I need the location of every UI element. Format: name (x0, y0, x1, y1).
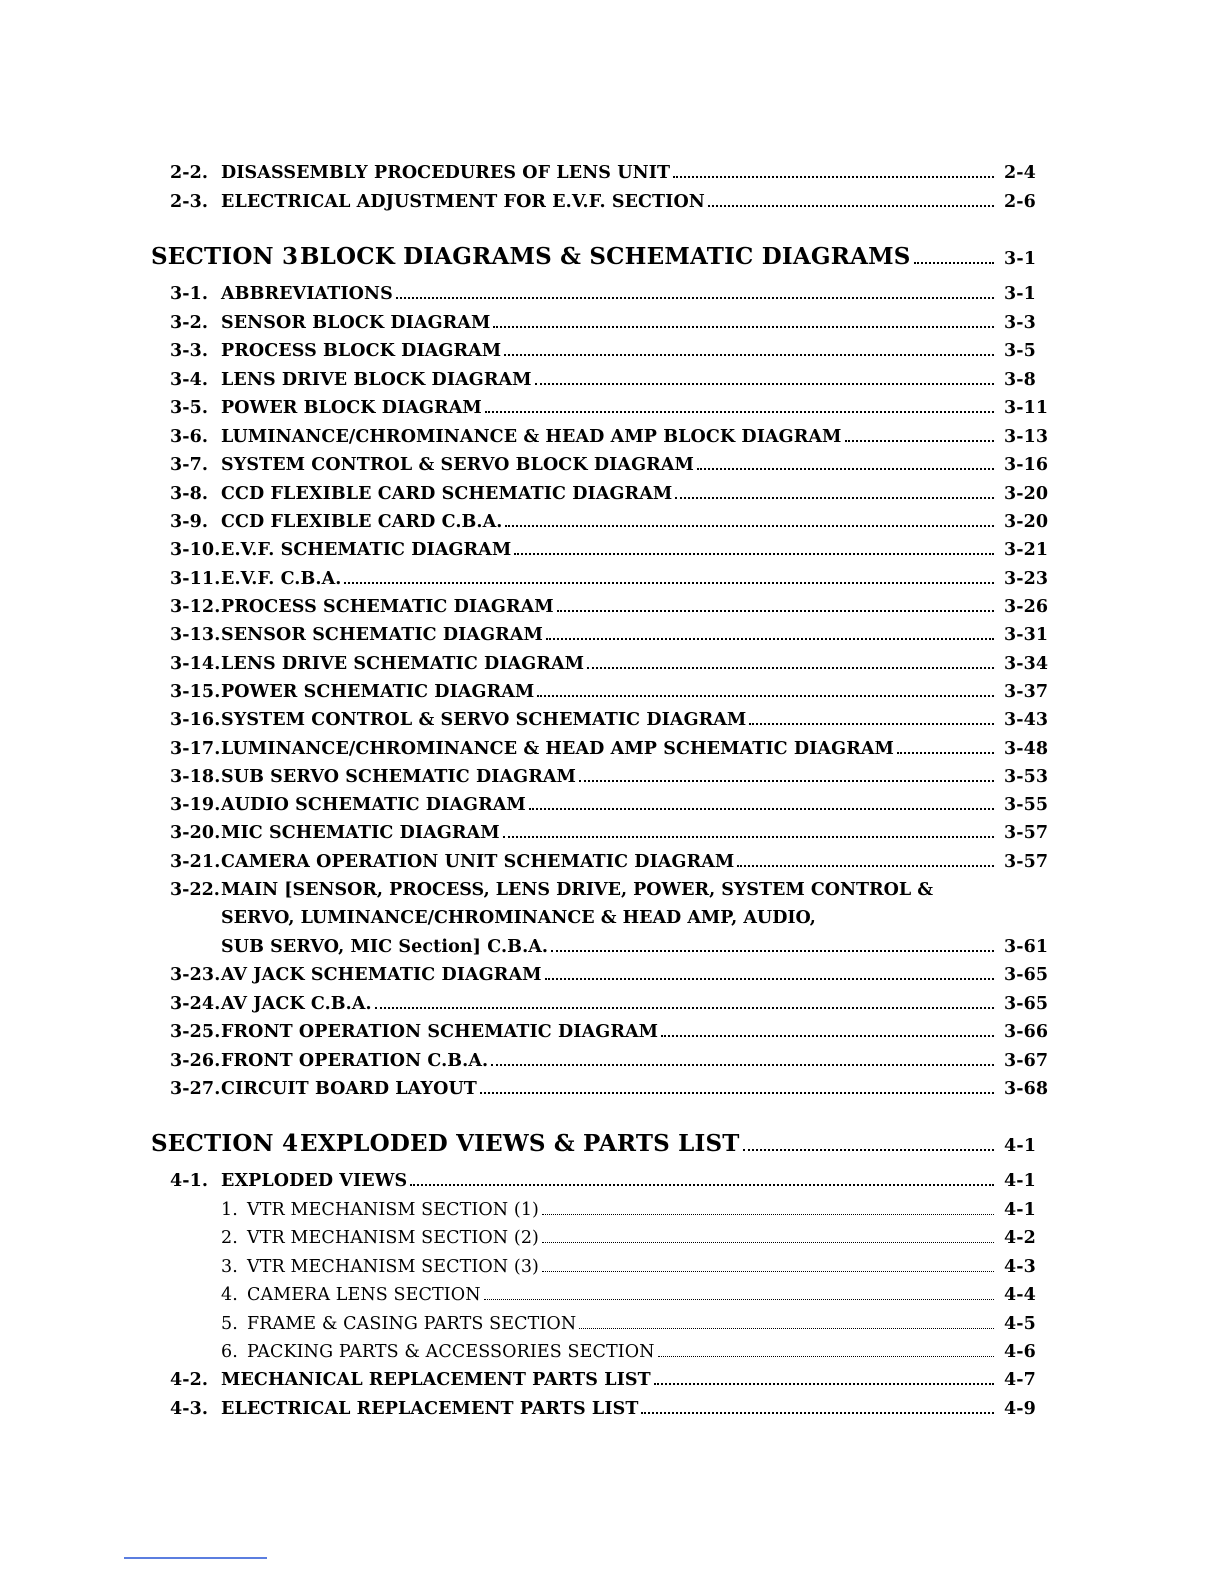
toc-entry-3-25 (170, 1022, 1049, 1042)
subentry-page: 4-6 (1004, 1342, 1036, 1362)
toc-subentry-3 (221, 1257, 1036, 1277)
entry-page: 3-57 (1004, 852, 1049, 872)
toc-entry-3-1 (170, 284, 1036, 304)
dot-leader (493, 326, 994, 328)
entry-page: 3-1 (1004, 284, 1036, 304)
entry-title: FRONT OPERATION C.B.A. (221, 1051, 489, 1071)
section-page: 4-1 (1004, 1136, 1037, 1156)
dot-leader (654, 1383, 994, 1385)
entry-number: 3-6. (170, 427, 209, 447)
dot-leader (503, 836, 994, 838)
entry-page: 2-4 (1004, 163, 1036, 183)
toc-entry-3-5 (170, 398, 1049, 418)
entry-number: 3-4. (170, 370, 209, 390)
dot-leader (375, 1007, 994, 1009)
toc-entry-3-22-line-1 (170, 880, 933, 900)
section-title: BLOCK DIAGRAMS & SCHEMATIC DIAGRAMS (300, 243, 911, 270)
entry-number: 3-26. (170, 1051, 221, 1071)
dot-leader (514, 553, 994, 555)
entry-title: SUB SERVO SCHEMATIC DIAGRAM (221, 767, 577, 787)
subentry-page: 4-5 (1004, 1314, 1036, 1334)
entry-page: 3-16 (1004, 455, 1049, 475)
entry-title: ABBREVIATIONS (221, 284, 393, 304)
toc-entry-3-2 (170, 313, 1036, 333)
entry-page: 4-9 (1004, 1399, 1036, 1419)
entry-number: 3-18. (170, 767, 221, 787)
subentry-page: 4-2 (1004, 1228, 1036, 1248)
dot-leader (542, 1214, 994, 1215)
dot-leader (587, 667, 994, 669)
entry-title: PROCESS SCHEMATIC DIAGRAM (221, 597, 554, 617)
toc-entry-3-17 (170, 739, 1049, 759)
dot-leader (542, 1242, 994, 1243)
toc-entry-3-22-line-3 (221, 937, 1049, 957)
entry-page: 3-20 (1004, 484, 1049, 504)
entry-title: CAMERA OPERATION UNIT SCHEMATIC DIAGRAM (221, 852, 735, 872)
toc-entry-3-7 (170, 455, 1049, 475)
entry-number: 3-13. (170, 625, 221, 645)
entry-number: 3-7. (170, 455, 209, 475)
entry-number: 3-17. (170, 739, 221, 759)
dot-leader (505, 525, 994, 527)
entry-page: 4-7 (1004, 1370, 1036, 1390)
dot-leader (480, 1092, 994, 1094)
entry-number: 3-8. (170, 484, 209, 504)
entry-page: 3-26 (1004, 597, 1049, 617)
entry-number: 3-24. (170, 994, 221, 1014)
entry-number: 4-1. (170, 1171, 209, 1191)
dot-leader (641, 1412, 994, 1414)
entry-page: 3-48 (1004, 739, 1049, 759)
entry-page: 3-5 (1004, 341, 1036, 361)
entry-number: 3-9. (170, 512, 209, 532)
subentry-title: VTR MECHANISM SECTION (1) (247, 1200, 539, 1220)
dot-leader (535, 383, 994, 385)
entry-title: POWER SCHEMATIC DIAGRAM (221, 682, 535, 702)
dot-leader (658, 1356, 994, 1357)
toc-entry-3-26 (170, 1051, 1049, 1071)
toc-entry-3-27 (170, 1079, 1049, 1099)
subentry-title: FRAME & CASING PARTS SECTION (247, 1314, 577, 1334)
toc-subentry-1 (221, 1200, 1036, 1220)
toc-entry-3-23 (170, 965, 1049, 985)
entry-number: 3-15. (170, 682, 221, 702)
dot-leader (673, 176, 994, 178)
entry-title: ELECTRICAL ADJUSTMENT FOR E.V.F. SECTION (221, 192, 705, 212)
dot-leader (396, 297, 994, 299)
entry-number: 3-16. (170, 710, 221, 730)
entry-title: LENS DRIVE BLOCK DIAGRAM (221, 370, 532, 390)
entry-number: 4-3. (170, 1399, 209, 1419)
toc-entry-3-6 (170, 427, 1049, 447)
section-number: SECTION 3 (151, 243, 299, 270)
entry-page: 3-68 (1004, 1079, 1049, 1099)
entry-title: MIC SCHEMATIC DIAGRAM (221, 823, 500, 843)
entry-number: 3-5. (170, 398, 209, 418)
section-title: EXPLODED VIEWS & PARTS LIST (300, 1130, 740, 1157)
entry-number: 3-19. (170, 795, 221, 815)
dot-leader (537, 695, 994, 697)
entry-title: SYSTEM CONTROL & SERVO BLOCK DIAGRAM (221, 455, 694, 475)
toc-entry-3-4 (170, 370, 1036, 390)
subentry-page: 4-1 (1004, 1200, 1036, 1220)
entry-number: 3-20. (170, 823, 221, 843)
toc-entry-2-2 (170, 163, 1036, 183)
entry-number: 3-11. (170, 569, 221, 589)
toc-entry-3-18 (170, 767, 1049, 787)
toc-subentry-6 (221, 1342, 1036, 1362)
entry-page: 3-31 (1004, 625, 1049, 645)
dot-leader (749, 723, 994, 725)
dot-leader (914, 262, 994, 264)
toc-entry-3-12 (170, 597, 1049, 617)
dot-leader (708, 205, 994, 207)
entry-title-continued: SUB SERVO, MIC Section] C.B.A. (221, 937, 549, 957)
dot-leader (484, 1299, 994, 1300)
dot-leader (542, 1271, 994, 1272)
toc-entry-3-8 (170, 484, 1049, 504)
entry-title: E.V.F. C.B.A. (221, 569, 342, 589)
toc-entry-3-21 (170, 852, 1049, 872)
toc-entry-3-9 (170, 512, 1049, 532)
entry-number: 3-3. (170, 341, 209, 361)
toc-entry-4-3 (170, 1399, 1036, 1419)
entry-page: 3-55 (1004, 795, 1049, 815)
toc-entry-3-3 (170, 341, 1036, 361)
dot-leader (661, 1035, 994, 1037)
entry-title: CCD FLEXIBLE CARD C.B.A. (221, 512, 503, 532)
entry-number: 3-22. (170, 880, 220, 900)
entry-title: LUMINANCE/CHROMINANCE & HEAD AMP SCHEMATIC DIAGRAM (221, 739, 894, 759)
entry-number: 3-21. (170, 852, 221, 872)
entry-page: 3-21 (1004, 540, 1049, 560)
subentry-title: VTR MECHANISM SECTION (3) (247, 1257, 539, 1277)
entry-title: E.V.F. SCHEMATIC DIAGRAM (221, 540, 512, 560)
dot-leader (485, 411, 994, 413)
entry-title: MECHANICAL REPLACEMENT PARTS LIST (221, 1370, 651, 1390)
entry-number: 3-25. (170, 1022, 221, 1042)
toc-subentry-4 (221, 1285, 1036, 1305)
entry-page: 4-1 (1004, 1171, 1036, 1191)
dot-leader (737, 865, 994, 867)
subentry-number: 6. (221, 1342, 238, 1362)
toc-entry-3-20 (170, 823, 1049, 843)
toc-entry-3-15 (170, 682, 1049, 702)
toc-entry-3-10 (170, 540, 1049, 560)
entry-number: 2-2. (170, 163, 209, 183)
entry-title: CCD FLEXIBLE CARD SCHEMATIC DIAGRAM (221, 484, 673, 504)
entry-number: 3-12. (170, 597, 221, 617)
entry-page: 3-20 (1004, 512, 1049, 532)
entry-title: MAIN [SENSOR, PROCESS, LENS DRIVE, POWER, SYSTEM CONTROL & (221, 880, 934, 900)
toc-subentry-5 (221, 1314, 1036, 1334)
entry-number: 3-27. (170, 1079, 221, 1099)
entry-title-continued: SERVO, LUMINANCE/CHROMINANCE & HEAD AMP, AUDIO, (221, 908, 816, 928)
entry-title: PROCESS BLOCK DIAGRAM (221, 341, 502, 361)
subentry-title: VTR MECHANISM SECTION (2) (247, 1228, 539, 1248)
entry-page: 3-34 (1004, 654, 1049, 674)
entry-number: 3-1. (170, 284, 209, 304)
toc-section-3 (151, 243, 1037, 270)
dot-leader (743, 1149, 994, 1151)
entry-page: 3-11 (1004, 398, 1049, 418)
entry-title: DISASSEMBLY PROCEDURES OF LENS UNIT (221, 163, 671, 183)
entry-title: AV JACK SCHEMATIC DIAGRAM (221, 965, 542, 985)
footer-rule (124, 1557, 267, 1559)
dot-leader (504, 354, 994, 356)
entry-page: 3-53 (1004, 767, 1049, 787)
subentry-number: 5. (221, 1314, 238, 1334)
entry-title: ELECTRICAL REPLACEMENT PARTS LIST (221, 1399, 639, 1419)
entry-title: SYSTEM CONTROL & SERVO SCHEMATIC DIAGRAM (221, 710, 747, 730)
dot-leader (845, 440, 995, 442)
dot-leader (529, 808, 994, 810)
section-page: 3-1 (1004, 249, 1037, 269)
entry-page: 3-65 (1004, 994, 1049, 1014)
entry-page: 3-67 (1004, 1051, 1049, 1071)
entry-page: 3-43 (1004, 710, 1049, 730)
subentry-page: 4-3 (1004, 1257, 1036, 1277)
toc-entry-3-14 (170, 654, 1049, 674)
toc-entry-3-16 (170, 710, 1049, 730)
entry-number: 2-3. (170, 192, 209, 212)
entry-title: CIRCUIT BOARD LAYOUT (221, 1079, 477, 1099)
dot-leader (551, 950, 994, 952)
dot-leader (410, 1184, 994, 1186)
entry-title: SENSOR BLOCK DIAGRAM (221, 313, 491, 333)
toc-entry-4-1 (170, 1171, 1036, 1191)
entry-page: 3-66 (1004, 1022, 1049, 1042)
entry-page: 3-65 (1004, 965, 1049, 985)
toc-entry-3-11 (170, 569, 1049, 589)
entry-title: SENSOR SCHEMATIC DIAGRAM (221, 625, 543, 645)
entry-title: POWER BLOCK DIAGRAM (221, 398, 482, 418)
toc-section-4 (151, 1130, 1037, 1157)
dot-leader (697, 468, 994, 470)
entry-page: 3-57 (1004, 823, 1049, 843)
entry-number: 4-2. (170, 1370, 209, 1390)
subentry-page: 4-4 (1004, 1285, 1036, 1305)
entry-title: EXPLODED VIEWS (221, 1171, 408, 1191)
toc-entry-3-24 (170, 994, 1049, 1014)
entry-number: 3-10. (170, 540, 221, 560)
subentry-number: 1. (221, 1200, 238, 1220)
dot-leader (344, 582, 994, 584)
entry-number: 3-2. (170, 313, 209, 333)
entry-page: 3-23 (1004, 569, 1049, 589)
dot-leader (897, 752, 994, 754)
dot-leader (557, 610, 994, 612)
entry-page: 3-3 (1004, 313, 1036, 333)
dot-leader (675, 497, 994, 499)
entry-page: 3-37 (1004, 682, 1049, 702)
entry-page: 3-8 (1004, 370, 1036, 390)
entry-number: 3-23. (170, 965, 221, 985)
toc-entry-3-13 (170, 625, 1049, 645)
dot-leader (491, 1064, 994, 1066)
subentry-number: 2. (221, 1228, 238, 1248)
subentry-title: CAMERA LENS SECTION (247, 1285, 481, 1305)
subentry-number: 3. (221, 1257, 238, 1277)
entry-title: FRONT OPERATION SCHEMATIC DIAGRAM (221, 1022, 659, 1042)
toc-entry-3-19 (170, 795, 1049, 815)
entry-number: 3-14. (170, 654, 221, 674)
dot-leader (545, 978, 994, 980)
dot-leader (579, 780, 994, 782)
entry-title: AV JACK C.B.A. (221, 994, 372, 1014)
entry-page: 2-6 (1004, 192, 1036, 212)
subentry-title: PACKING PARTS & ACCESSORIES SECTION (247, 1342, 655, 1362)
entry-page: 3-13 (1004, 427, 1049, 447)
toc-entry-2-3 (170, 192, 1036, 212)
entry-page: 3-61 (1004, 937, 1049, 957)
dot-leader (546, 638, 994, 640)
toc-entry-3-22-line-2 (221, 908, 816, 928)
section-number: SECTION 4 (151, 1130, 299, 1157)
subentry-number: 4. (221, 1285, 238, 1305)
entry-title: LUMINANCE/CHROMINANCE & HEAD AMP BLOCK DIAGRAM (221, 427, 842, 447)
entry-title: LENS DRIVE SCHEMATIC DIAGRAM (221, 654, 585, 674)
entry-title: AUDIO SCHEMATIC DIAGRAM (221, 795, 526, 815)
dot-leader (579, 1328, 994, 1329)
toc-subentry-2 (221, 1228, 1036, 1248)
toc-entry-4-2 (170, 1370, 1036, 1390)
